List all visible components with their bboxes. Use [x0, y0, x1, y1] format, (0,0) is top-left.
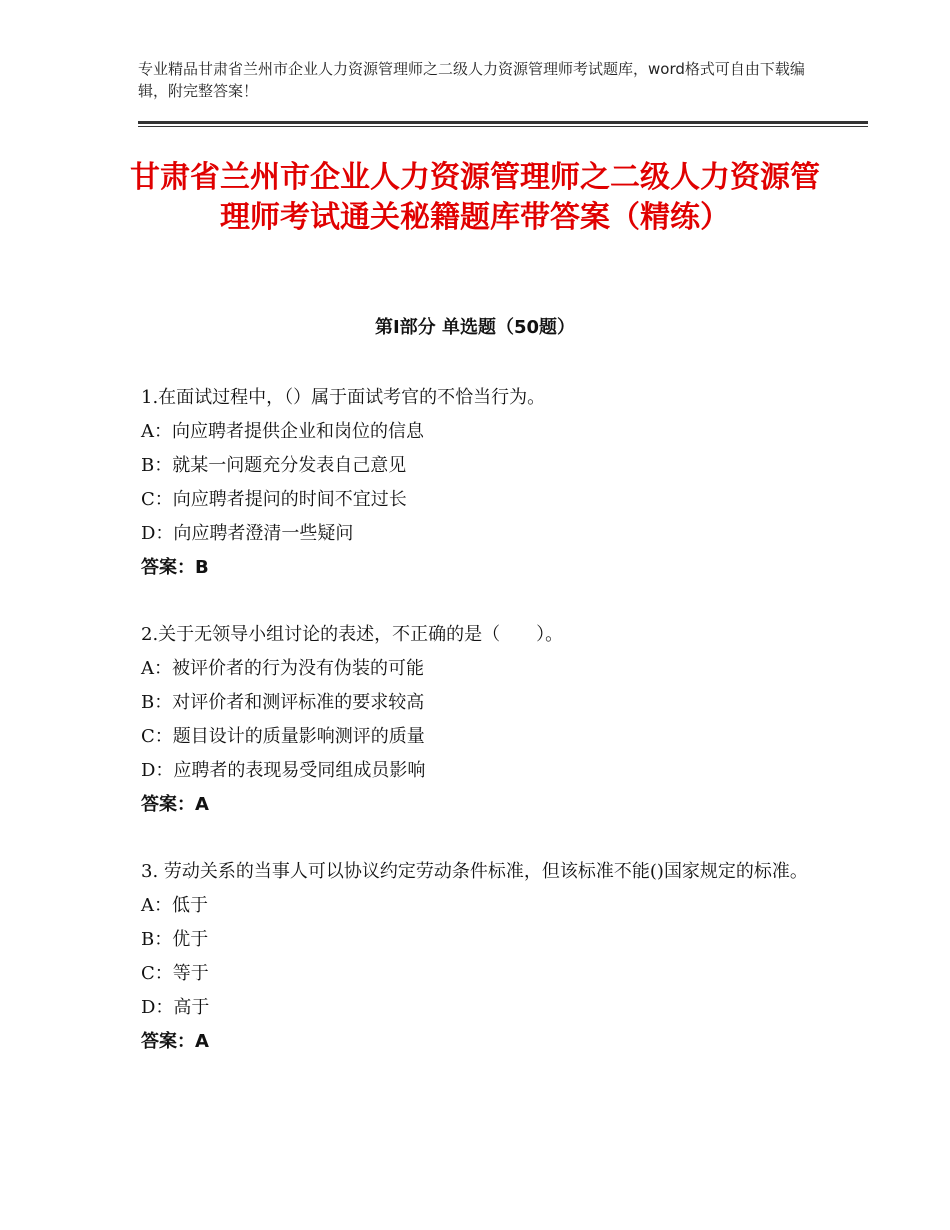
option-b: B：对评价者和测评标准的要求较高: [141, 692, 425, 713]
question-2: [141, 618, 821, 822]
header-note: 专业精品甘肃省兰州市企业人力资源管理师之二级人力资源管理师考试题库，word格式可自由下载编辑，附完整答案！: [138, 60, 805, 100]
option-c: C：向应聘者提问的时间不宜过长: [141, 489, 407, 510]
question-stem: 3. 劳动关系的当事人可以协议约定劳动条件标准，但该标准不能()国家规定的标准。: [141, 861, 808, 882]
header-divider-thick: [138, 121, 868, 124]
answer: 答案：A: [141, 1031, 209, 1052]
option-b: B：优于: [141, 929, 209, 950]
option-a: A：低于: [141, 895, 208, 916]
document-title: 甘肃省兰州市企业人力资源管理师之二级人力资源管理师考试通关秘籍题库带答案（精练）: [130, 160, 820, 235]
option-c: C：题目设计的质量影响测评的质量: [141, 726, 425, 747]
question-3: [141, 855, 821, 1059]
option-a: A：向应聘者提供企业和岗位的信息: [141, 421, 424, 442]
header-divider-thin: [138, 126, 868, 127]
question-stem: 1.在面试过程中，（）属于面试考官的不恰当行为。: [141, 387, 546, 408]
option-b: B：就某一问题充分发表自己意见: [141, 455, 407, 476]
option-a: A：被评价者的行为没有伪装的可能: [141, 658, 424, 679]
option-d: D：应聘者的表现易受同组成员影响: [141, 760, 426, 781]
question-stem: 2.关于无领导小组讨论的表述，不正确的是（ ）。: [141, 624, 564, 645]
answer: 答案：A: [141, 794, 209, 815]
question-1: [141, 381, 821, 585]
answer: 答案：B: [141, 557, 209, 578]
section-heading: 第Ⅰ部分 单选题（50题）: [374, 317, 575, 338]
option-d: D：高于: [141, 997, 210, 1018]
option-c: C：等于: [141, 963, 209, 984]
question-list: [141, 381, 821, 1092]
option-d: D：向应聘者澄清一些疑问: [141, 523, 354, 544]
